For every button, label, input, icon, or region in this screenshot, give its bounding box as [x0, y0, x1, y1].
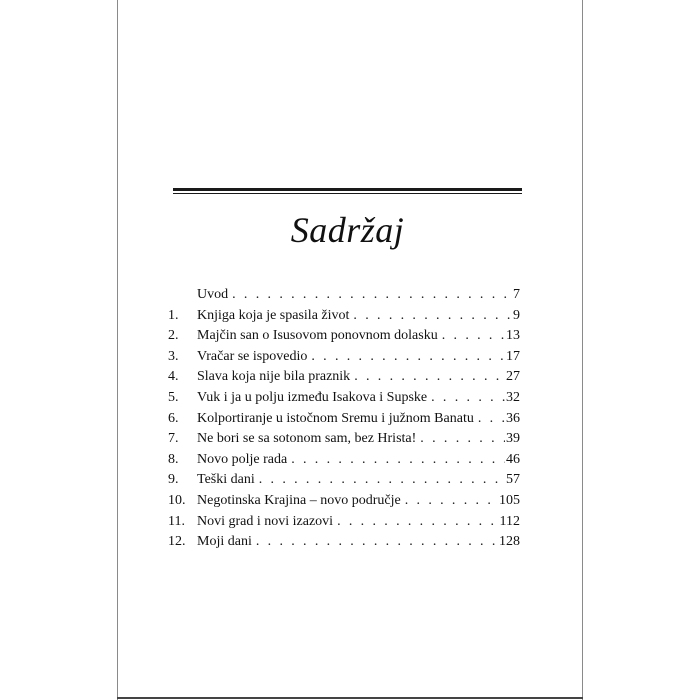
toc-entry-page: 13 [506, 328, 520, 344]
toc-entry [168, 285, 520, 306]
toc-entry-page: 36 [506, 410, 520, 426]
page-edge-left [117, 0, 118, 700]
toc-entry-page: 57 [506, 472, 520, 488]
toc-entry [168, 532, 520, 553]
toc-entry-title: Vuk i ja u polju između Isakova i Supske [197, 389, 428, 405]
toc-entry-title: Ne bori se sa sotonom sam, bez Hrista! [197, 431, 417, 447]
toc-entry-number: 2. [168, 328, 179, 344]
toc-entry-title: Slava koja nije bila praznik [197, 369, 351, 385]
toc-entry-number: 7. [168, 431, 179, 447]
toc-entry-page: 32 [506, 389, 520, 405]
header-rule-thin [173, 193, 522, 194]
toc-dot-leader [431, 388, 505, 409]
toc-dot-leader [259, 470, 505, 491]
toc-entry-page: 7 [513, 287, 520, 302]
page-edge-bottom [117, 697, 583, 699]
toc-entry-page: 39 [506, 431, 520, 447]
toc-entry [168, 306, 520, 327]
toc-entry-number: 3. [168, 348, 179, 364]
table-of-contents [168, 285, 520, 553]
toc-entry-title: Teški dani [197, 472, 255, 488]
toc-entry [168, 512, 520, 533]
header-rule-thick [173, 188, 522, 191]
toc-entry-number: 10. [168, 492, 186, 508]
toc-entry-page: 17 [506, 348, 520, 364]
page-edge-right [582, 0, 583, 700]
toc-entry-page: 112 [499, 513, 520, 529]
toc-entry-page: 9 [513, 307, 520, 323]
toc-entry-number: 6. [168, 410, 179, 426]
toc-dot-leader [311, 347, 505, 368]
toc-dot-leader [353, 306, 512, 327]
toc-entry-number: 8. [168, 451, 179, 467]
toc-dot-leader [442, 326, 505, 347]
toc-entry [168, 388, 520, 409]
toc-entry-number: 12. [168, 534, 186, 550]
toc-entry-number: 9. [168, 472, 179, 488]
toc-dot-leader [354, 367, 505, 388]
page-title: Sadržaj [290, 210, 405, 250]
toc-dot-leader [337, 512, 498, 533]
toc-entry-title: Moji dani [197, 534, 252, 550]
toc-entry-page: 128 [499, 534, 520, 550]
toc-entry [168, 347, 520, 368]
toc-entry [168, 409, 520, 430]
toc-entry-title: Kolportiranje u istočnom Sremu i južnom Banatu [197, 410, 474, 426]
toc-entry-number: 11. [168, 513, 185, 529]
toc-entry-page: 27 [506, 369, 520, 385]
toc-entry-number: 4. [168, 369, 179, 385]
toc-entry-title: Uvod [197, 287, 229, 302]
toc-dot-leader [478, 409, 505, 430]
toc-entry-number: 1. [168, 307, 179, 323]
toc-entry [168, 491, 520, 512]
toc-dot-leader [405, 491, 498, 512]
toc-entry-page: 105 [499, 492, 520, 508]
toc-entry-title: Novo polje rada [197, 451, 288, 467]
toc-entry [168, 429, 520, 450]
toc-entry-title: Knjiga koja je spasila život [197, 307, 350, 323]
toc-entry-title: Novi grad i novi izazovi [197, 513, 334, 529]
toc-dot-leader [256, 532, 498, 553]
toc-entry-title: Majčin san o Isusovom ponovnom dolasku [197, 328, 438, 344]
toc-entry-number: 5. [168, 389, 179, 405]
toc-dot-leader [232, 285, 512, 306]
toc-entry [168, 367, 520, 388]
toc-entry [168, 326, 520, 347]
toc-entry-title: Vračar se ispovedio [197, 348, 308, 364]
toc-dot-leader [291, 450, 505, 471]
toc-entry-title: Negotinska Krajina – novo područje [197, 492, 401, 508]
toc-dot-leader [420, 429, 505, 450]
toc-entry-page: 46 [506, 451, 520, 467]
toc-entry [168, 450, 520, 471]
toc-entry [168, 470, 520, 491]
